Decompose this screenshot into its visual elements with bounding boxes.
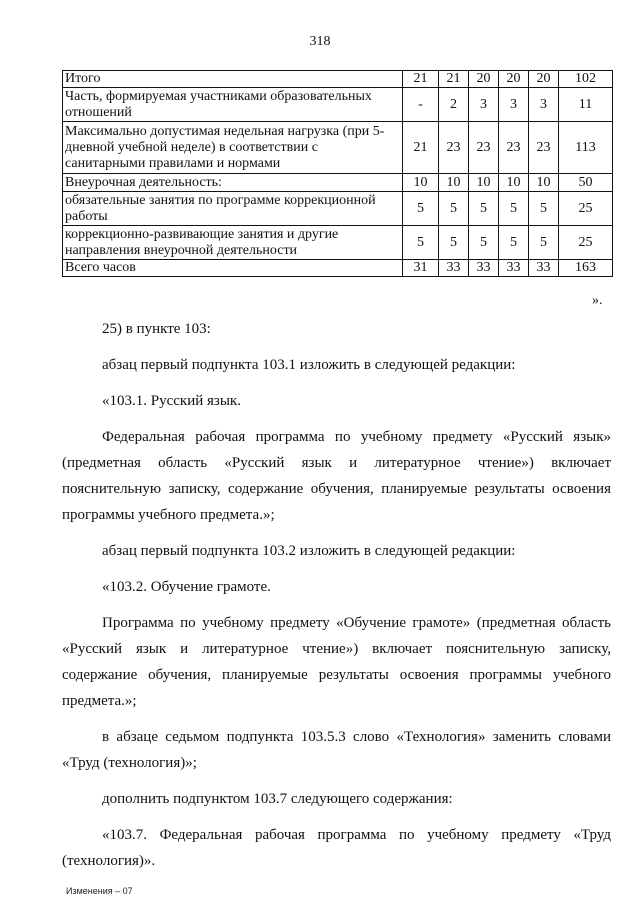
table-row — [63, 122, 613, 174]
grade-hours-cell: 5 — [439, 226, 469, 260]
grade-hours-cell: 5 — [529, 192, 559, 226]
grade-hours-cell: 20 — [499, 71, 529, 88]
grade-hours-cell: - — [403, 88, 439, 122]
grade-hours-cell: 21 — [403, 71, 439, 88]
grade-hours-cell: 5 — [403, 226, 439, 260]
paragraph: в абзаце седьмом подпункта 103.5.3 слово «Технология» заменить словами «Труд (технология)»; — [62, 729, 611, 771]
total-hours-cell: 113 — [559, 122, 613, 174]
curriculum-table — [62, 70, 613, 277]
grade-hours-cell: 23 — [469, 122, 499, 174]
total-hours-cell: 25 — [559, 192, 613, 226]
grade-hours-cell: 3 — [529, 88, 559, 122]
grade-hours-cell: 21 — [439, 71, 469, 88]
total-hours-cell: 163 — [559, 260, 613, 277]
paragraph: абзац первый подпункта 103.1 изложить в следующей редакции: — [102, 357, 516, 373]
row-label: Внеурочная деятельность: — [63, 174, 403, 192]
table-row — [63, 88, 613, 122]
closing-quote-mark: ». — [592, 293, 603, 308]
grade-hours-cell: 10 — [403, 174, 439, 192]
total-hours-cell: 50 — [559, 174, 613, 192]
table-row — [63, 226, 613, 260]
grade-hours-cell: 5 — [499, 226, 529, 260]
paragraph: «103.2. Обучение грамоте. — [102, 579, 271, 595]
document-body — [62, 316, 611, 874]
row-label: Часть, формируемая участниками образовательных отношений — [63, 88, 403, 122]
paragraph: Программа по учебному предмету «Обучение грамоте» (предметная область «Русский язык и литературное чтение») включает пояснительную записку, содержание обучения, планируемые результаты освоения программы учебного предмета.»; — [62, 615, 611, 709]
paragraph: абзац первый подпункта 103.2 изложить в следующей редакции: — [102, 543, 516, 559]
grade-hours-cell: 3 — [469, 88, 499, 122]
grade-hours-cell: 31 — [403, 260, 439, 277]
grade-hours-cell: 2 — [439, 88, 469, 122]
row-label: Всего часов — [63, 260, 403, 277]
grade-hours-cell: 5 — [403, 192, 439, 226]
table-row — [63, 71, 613, 88]
grade-hours-cell: 5 — [439, 192, 469, 226]
page-number: 318 — [309, 34, 331, 49]
total-hours-cell: 25 — [559, 226, 613, 260]
grade-hours-cell: 10 — [529, 174, 559, 192]
grade-hours-cell: 5 — [529, 226, 559, 260]
grade-hours-cell: 33 — [439, 260, 469, 277]
grade-hours-cell: 3 — [499, 88, 529, 122]
grade-hours-cell: 21 — [403, 122, 439, 174]
grade-hours-cell: 5 — [469, 192, 499, 226]
grade-hours-cell: 20 — [469, 71, 499, 88]
row-label: Итого — [63, 71, 403, 88]
row-label: обязательные занятия по программе коррекционной работы — [63, 192, 403, 226]
paragraph: «103.7. Федеральная рабочая программа по учебному предмету «Труд (технология)». — [62, 827, 611, 869]
footer-note: Изменения – 07 — [66, 886, 133, 896]
grade-hours-cell: 10 — [439, 174, 469, 192]
paragraph: «103.1. Русский язык. — [102, 393, 241, 409]
grade-hours-cell: 23 — [499, 122, 529, 174]
grade-hours-cell: 33 — [529, 260, 559, 277]
table-row — [63, 174, 613, 192]
table-row — [63, 192, 613, 226]
total-hours-cell: 11 — [559, 88, 613, 122]
paragraph: дополнить подпунктом 103.7 следующего содержания: — [102, 791, 453, 807]
grade-hours-cell: 33 — [469, 260, 499, 277]
paragraph: Федеральная рабочая программа по учебному предмету «Русский язык» (предметная область «Русский язык и литературное чтение») включает пояснительную записку, содержание обучения, планируемые результаты освоения программы учебного предмета.»; — [62, 429, 611, 523]
grade-hours-cell: 5 — [499, 192, 529, 226]
row-label: Максимально допустимая недельная нагрузка (при 5-дневной учебной неделе) в соответствии с санитарными правилами и нормами — [63, 122, 403, 174]
grade-hours-cell: 23 — [529, 122, 559, 174]
grade-hours-cell: 10 — [499, 174, 529, 192]
grade-hours-cell: 23 — [439, 122, 469, 174]
paragraph: 25) в пункте 103: — [102, 321, 211, 337]
row-label: коррекционно-развивающие занятия и другие направления внеурочной деятельности — [63, 226, 403, 260]
grade-hours-cell: 10 — [469, 174, 499, 192]
table-row — [63, 260, 613, 277]
grade-hours-cell: 33 — [499, 260, 529, 277]
total-hours-cell: 102 — [559, 71, 613, 88]
grade-hours-cell: 20 — [529, 71, 559, 88]
grade-hours-cell: 5 — [469, 226, 499, 260]
